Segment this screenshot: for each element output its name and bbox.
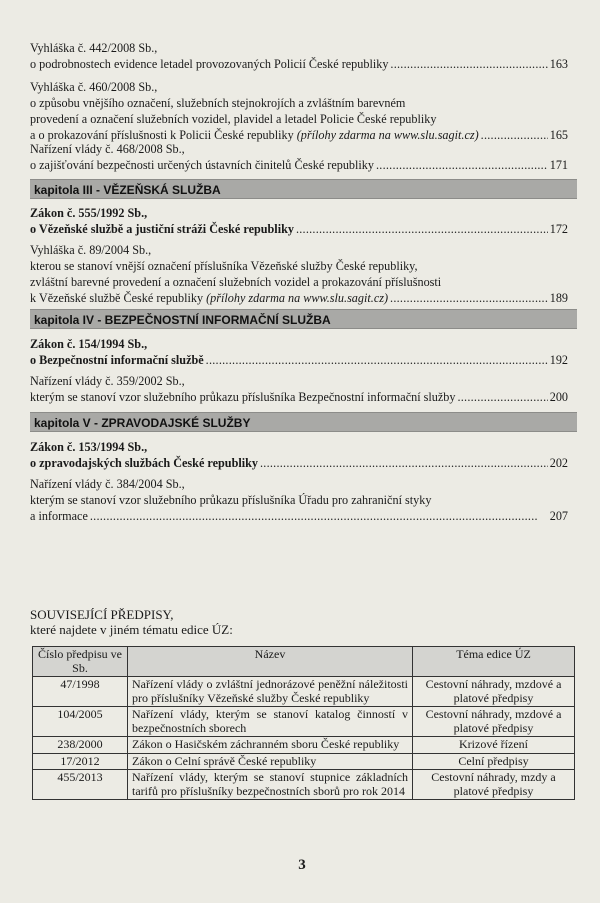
entry-page-number: 171 [549, 158, 568, 172]
table-header-row [33, 647, 575, 677]
entry-description: o zpravodajských službách České republiky [30, 456, 258, 470]
cell-number: 17/2012 [33, 753, 128, 770]
cell-number: 238/2000 [33, 737, 128, 754]
leader-dots [260, 455, 548, 471]
entry-description: k Vězeňské službě České republiky [30, 291, 204, 305]
cell-topic: Cestovní náhrady, mzdy a platové předpisy [413, 770, 575, 800]
entry-page-number: 192 [549, 353, 568, 367]
chapter-heading-3: kapitola III - VĚZEŇSKÁ SLUŽBA [30, 179, 577, 199]
entry-description: a informace [30, 509, 88, 523]
leader-dots [376, 157, 548, 173]
entry-description: a o prokazování příslušnosti k Policii České republiky [30, 128, 294, 142]
cell-number: 47/1998 [33, 677, 128, 707]
entry-page-number: 163 [549, 57, 568, 71]
cell-number: 455/2013 [33, 770, 128, 800]
toc-entry-460-2008 [30, 79, 568, 143]
cell-number: 104/2005 [33, 707, 128, 737]
column-header-name: Název [128, 647, 413, 677]
toc-entry-442-2008 [30, 40, 568, 72]
cell-topic: Celní předpisy [413, 753, 575, 770]
entry-title: Vyhláška č. 89/2004 Sb., [30, 243, 152, 257]
cell-name: Nařízení vlády o zvláštní jednorázové peněžní náležitosti pro příslušníky Vězeňské služby České republiky [128, 677, 413, 707]
page-number: 3 [298, 857, 306, 873]
leader-dots [390, 56, 547, 72]
entry-page-number: 202 [549, 456, 568, 470]
entry-description: provedení a označení služebních vozidel, plavidel a letadel Policie České republiky [30, 112, 437, 126]
entry-note: (přílohy zdarma na www.slu.sagit.cz) [206, 291, 389, 305]
table-row [33, 770, 575, 800]
entry-title: Zákon č. 154/1994 Sb., [30, 337, 148, 351]
entry-title: Zákon č. 153/1994 Sb., [30, 440, 148, 454]
related-regulations-table [32, 646, 575, 800]
entry-title: Vyhláška č. 442/2008 Sb., [30, 41, 158, 55]
entry-page-number: 207 [549, 509, 568, 523]
chapter-heading-4: kapitola IV - BEZPEČNOSTNÍ INFORMAČNÍ SLUŽBA [30, 309, 577, 329]
entry-description: kterým se stanoví vzor služebního průkazu příslušníka Úřadu pro zahraniční styky [30, 493, 432, 507]
entry-note: (přílohy zdarma na www.slu.sagit.cz) [296, 128, 479, 142]
entry-description: kterou se stanoví vnější označení příslušníka Vězeňské služby České republiky, [30, 259, 418, 273]
entry-title: Nařízení vlády č. 359/2002 Sb., [30, 374, 185, 388]
entry-page-number: 189 [549, 291, 568, 305]
column-header-topic: Téma edice ÚZ [413, 647, 575, 677]
table-row [33, 707, 575, 737]
leader-dots [206, 352, 548, 368]
related-subtitle: které najdete v jiném tématu edice ÚZ: [30, 622, 233, 637]
entry-title: Nařízení vlády č. 384/2004 Sb., [30, 477, 185, 491]
leader-dots [457, 389, 547, 405]
table-row [33, 677, 575, 707]
related-regulations-heading [30, 607, 233, 637]
cell-topic: Cestovní náhrady, mzdové a platové předpisy [413, 677, 575, 707]
cell-name: Zákon o Celní správě České republiky [128, 753, 413, 770]
cell-topic: Cestovní náhrady, mzdové a platové předpisy [413, 707, 575, 737]
cell-name: Nařízení vlády, kterým se stanoví stupnice základních tarifů pro příslušníky bezpečnostních sborů pro rok 2014 [128, 770, 413, 800]
entry-description: kterým se stanoví vzor služebního průkazu příslušníka Bezpečnostní informační služby [30, 390, 456, 404]
toc-entry-359-2002 [30, 373, 568, 405]
cell-name: Nařízení vlády, kterým se stanoví katalog činností v bezpečnostních sborech [128, 707, 413, 737]
toc-entry-153-1994 [30, 439, 568, 471]
table-row [33, 737, 575, 754]
entry-title: Nařízení vlády č. 468/2008 Sb., [30, 142, 185, 156]
entry-description: o zajišťování bezpečnosti určených ústavních činitelů České republiky [30, 158, 374, 172]
entry-page-number: 165 [549, 128, 568, 142]
entry-description: o Bezpečnostní informační službě [30, 353, 204, 367]
leader-dots [90, 508, 548, 524]
entry-description: o podrobnostech evidence letadel provozovaných Policií České republiky [30, 57, 389, 71]
entry-title: Vyhláška č. 460/2008 Sb., [30, 80, 158, 94]
column-header-number: Číslo předpisu ve Sb. [33, 647, 128, 677]
table-row [33, 753, 575, 770]
toc-entry-154-1994 [30, 336, 568, 368]
entry-page-number: 172 [549, 222, 568, 236]
cell-name: Zákon o Hasičském záchranném sboru České republiky [128, 737, 413, 754]
entry-description: zvláštní barevné provedení a označení služebních vozidel a prokazování příslušnosti [30, 275, 442, 289]
entry-description: o Vězeňské službě a justiční stráži České republiky [30, 222, 294, 236]
chapter-heading-5: kapitola V - ZPRAVODAJSKÉ SLUŽBY [30, 412, 577, 432]
cell-topic: Krizové řízení [413, 737, 575, 754]
related-title: SOUVISEJÍCÍ PŘEDPISY, [30, 607, 174, 622]
toc-entry-384-2004 [30, 476, 568, 524]
entry-title: Zákon č. 555/1992 Sb., [30, 206, 148, 220]
toc-entry-468-2008 [30, 141, 568, 173]
leader-dots [296, 221, 548, 237]
toc-entry-89-2004 [30, 242, 568, 306]
leader-dots [390, 290, 548, 306]
toc-entry-555-1992 [30, 205, 568, 237]
entry-description: o způsobu vnějšího označení, služebních stejnokrojích a zvláštním barevném [30, 96, 406, 110]
entry-page-number: 200 [549, 390, 568, 404]
